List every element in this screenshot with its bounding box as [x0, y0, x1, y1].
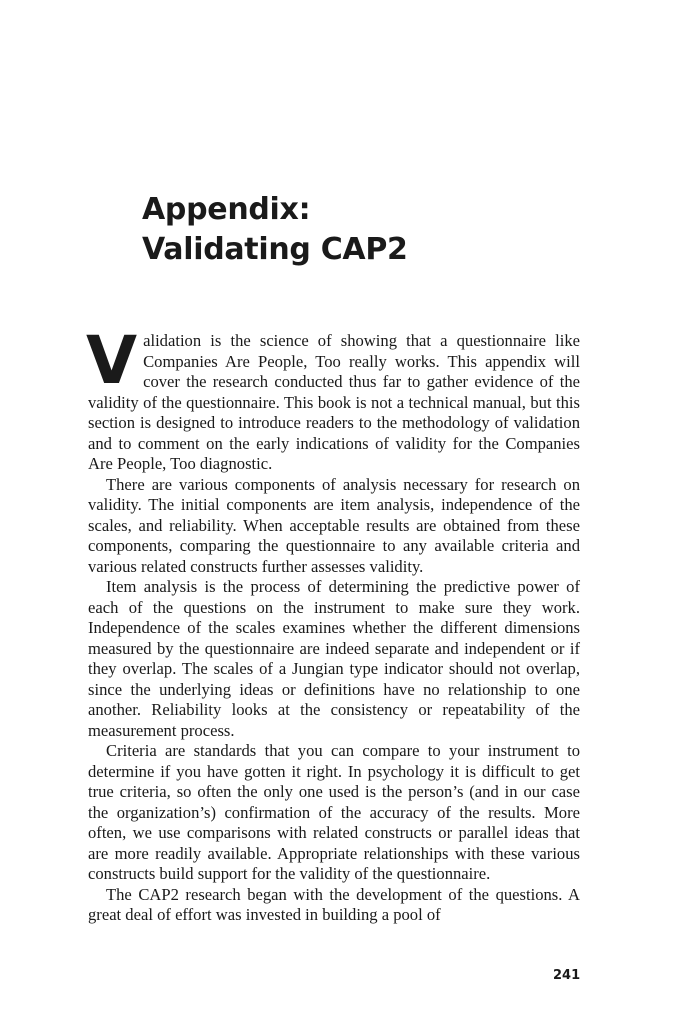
paragraph-2: There are various components of analysis necessary for research on validity. The initial components are item analysis, independence of the scales, and reliability. When acceptable results are obtained from these components, comparing the questionnaire to any available criteria and various related constructs further assesses validity. [88, 474, 580, 576]
drop-cap: V [86, 322, 138, 399]
paragraph-5: The CAP2 research began with the development of the questions. A great deal of effort was invested in building a pool of [88, 884, 580, 924]
chapter-title-line-2: Validating CAP2 [142, 232, 408, 267]
body-text [86, 322, 580, 926]
paragraph-1 [86, 322, 580, 475]
page-number: 241 [553, 968, 581, 983]
paragraph-4: Criteria are standards that you can compare to your instrument to determine if you have gotten it right. In psychology it is difficult to get true criteria, so often the only one used is the person’s (and in our case the organization’s) confirmation of the accuracy of the results. More often, we use comparisons with related constructs or parallel ideas that are more readily available. Appropriate relationships with these various constructs build support for the validity of the questionnaire. [88, 741, 580, 883]
chapter-title [142, 190, 408, 270]
paragraph-3: Item analysis is the process of determining the predictive power of each of the questions on the instrument to make sure they work. Independence of the scales examines whether the different dimensions measured by the questionnaire are indeed separate and independent or if they overlap. The scales of a Jungian type indicator should not overlap, since the underlying ideas or definitions have no relationship to one another. Reliability looks at the consistency or repeatability of the measurement process. [88, 577, 580, 740]
paragraph-1-text: alidation is the science of showing that a questionnaire like Companies Are People, Too really works. This appendix will cover the research conducted thus far to gather evidence of the validity of the questionnaire. This book is not a technical manual, but this section is designed to introduce readers to the methodology of validation and to comment on the early indications of validity for the Companies Are People, Too diagnostic. [88, 331, 580, 473]
chapter-title-line-1: Appendix: [142, 192, 311, 227]
